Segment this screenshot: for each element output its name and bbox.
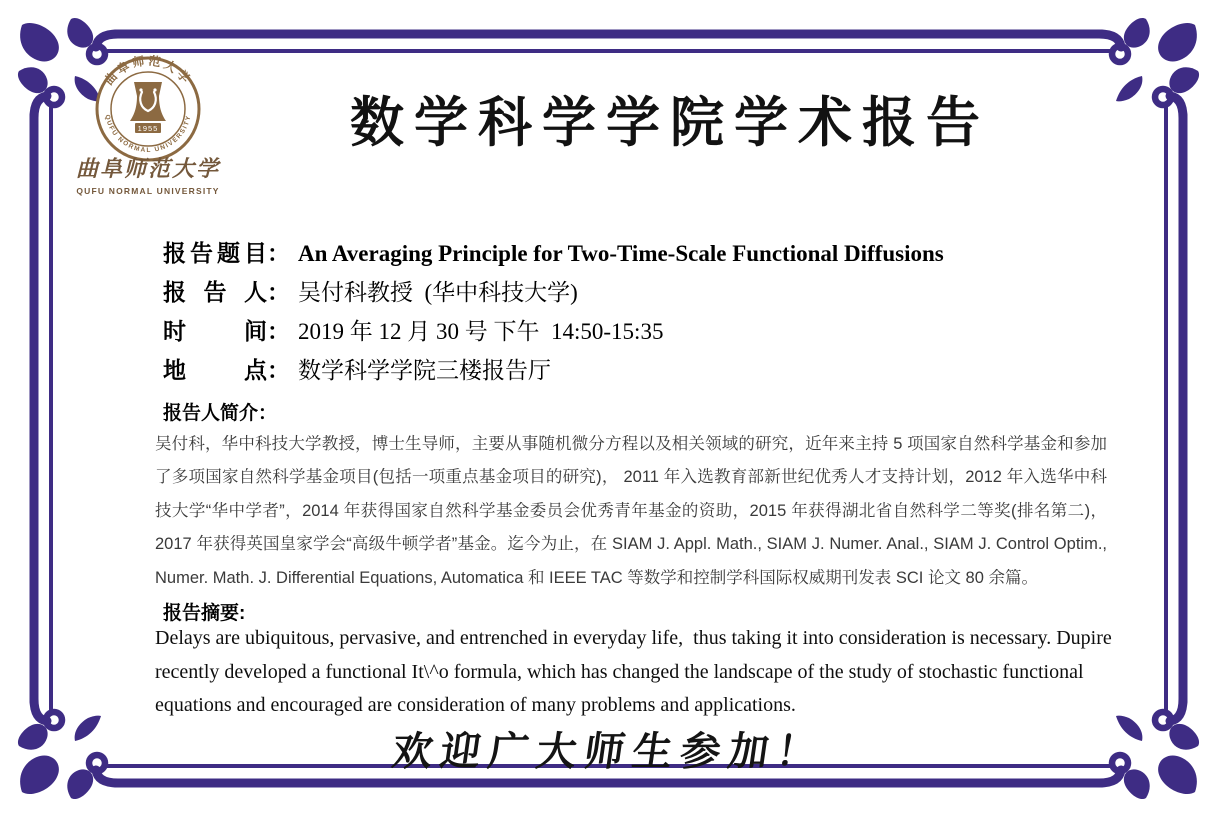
abstract-heading: 报告摘要: (163, 603, 246, 624)
detail-colon: ： (267, 279, 290, 305)
detail-label-title: 报告题目 (163, 240, 267, 266)
seminar-details (163, 234, 1123, 390)
detail-value-time: 2019 年 12 月 30 号 下午 14:50-15:35 (298, 319, 664, 344)
seal-ring-en-text: QUFU NORMAL UNIVERSITY (103, 114, 193, 155)
detail-row-time (163, 312, 1123, 351)
detail-label-location: 地点 (163, 357, 267, 383)
seal-ring-cn-text: 曲阜师范大学 (101, 53, 195, 88)
welcome-text: 欢迎广大师生参加！ (388, 729, 828, 774)
bio-heading: 报告人简介： (163, 403, 278, 424)
university-name-en: QUFU NORMAL UNIVERSITY (76, 186, 220, 196)
university-logo (75, 52, 225, 204)
detail-colon: ： (267, 357, 290, 383)
detail-row-speaker (163, 273, 1123, 312)
detail-value-speaker: 吴付科教授 (华中科技大学) (298, 280, 578, 305)
detail-value-title: An Averaging Principle for Two-Time-Scale Functional Diffusions (298, 241, 944, 266)
bell-dot-right (153, 88, 156, 91)
detail-row-title (163, 234, 1123, 273)
detail-value-location: 数学科学学院三楼报告厅 (298, 358, 551, 383)
detail-label-time: 时间 (163, 318, 267, 344)
seal-year-text: 1955 (137, 124, 159, 133)
bell-dot-left (139, 88, 142, 91)
detail-row-location (163, 351, 1123, 390)
footer (0, 720, 1217, 777)
detail-label-speaker: 报告人 (163, 279, 267, 305)
page-title: 数学科学学院学术报告 (350, 93, 990, 153)
university-name-cn: 曲阜师范大学 (75, 156, 221, 181)
bio-text: 吴付科，华中科技大学教授，博士生导师，主要从事随机微分方程以及相关领域的研究，近年来主持 5 项国家自然科学基金和参加了多项国家自然科学基金项目(包括一项重点基金项目的研究)， 2011 年入选教育部新世纪优秀人才支持计划，2012 年入选华中科技大学“华中学者”，2014 年获得国家自然科学基金委员会优秀青年基金的资助，2015 年获得湖北省自然科学二等奖(排名第二)，2017 年获得英国皇家学会“高级牛顿学者”基金。迄今为止，在 SIAM J. Appl. Math., SIAM J. Numer. Anal., SIAM J. Control Optim., Numer. Math. J. Differential Equations, Automatica 和 IEEE TAC 等数学和控制学科国际权威期刊发表 SCI 论文 80 余篇。 (155, 435, 1107, 587)
corner-flourish-top-right (1099, 18, 1199, 118)
detail-colon: ： (267, 318, 290, 344)
abstract-text: Delays are ubiquitous, pervasive, and entrenched in everyday life, thus taking it into consideration is necessary. Dupire recently developed a functional It\^o formula, which has changed the landscape of the study of stochastic functional equations and encouraged are consideration of many problems and applications. (155, 627, 1117, 716)
detail-colon: ： (267, 240, 290, 266)
